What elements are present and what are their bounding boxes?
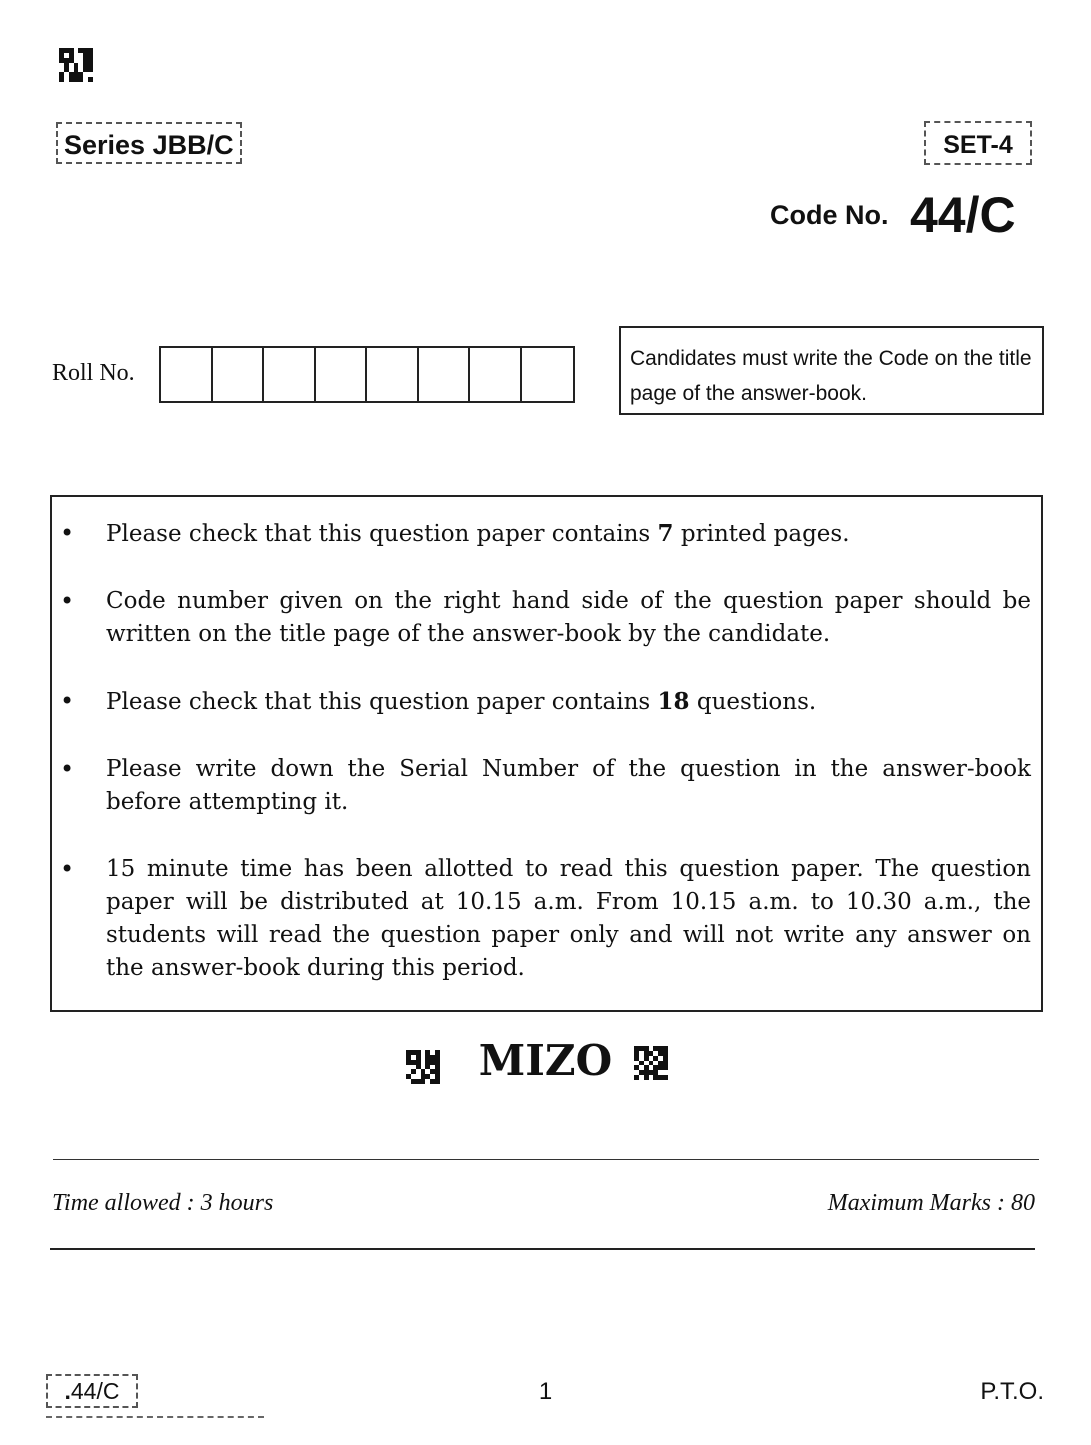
roll-number-box[interactable] — [316, 348, 368, 401]
divider — [46, 1416, 264, 1418]
bullet-icon: • — [60, 687, 75, 715]
divider — [53, 1159, 1039, 1160]
bullet-icon: • — [60, 755, 75, 783]
code-value: 44/C — [910, 187, 1016, 243]
roll-number-box[interactable] — [419, 348, 471, 401]
footer-code-text: 44/C — [70, 1378, 120, 1404]
instruction-item — [52, 517, 1031, 551]
instruction-text: printed pages. — [673, 521, 850, 547]
roll-number-box[interactable] — [367, 348, 419, 401]
maximum-marks: Maximum Marks : 80 — [827, 1190, 1035, 1216]
instruction-text: Please check that this question paper contains — [106, 521, 658, 547]
subject-title: MIZO — [478, 1036, 613, 1085]
bullet-icon: • — [60, 519, 75, 547]
instruction-emphasis: 18 — [657, 688, 690, 715]
instruction-text: questions. — [689, 689, 817, 715]
qr-code-icon — [59, 48, 93, 82]
series-label: Series JBB/C — [56, 122, 242, 164]
code-notice: Candidates must write the Code on the title page of the answer-book. — [619, 326, 1044, 415]
roll-number-boxes — [159, 346, 575, 403]
instruction-text: Code number given on the right hand side of the question paper should be written on the title page of the answer-book by the candidate. — [106, 588, 1031, 647]
bullet-icon: • — [60, 587, 75, 615]
instructions-box — [50, 495, 1043, 1012]
roll-number-box[interactable] — [264, 348, 316, 401]
page-number: 1 — [538, 1378, 553, 1405]
instructions-list — [52, 517, 1031, 985]
roll-number-box[interactable] — [161, 348, 213, 401]
set-label: SET-4 — [924, 121, 1032, 165]
instruction-text: Please check that this question paper contains — [106, 689, 658, 715]
roll-number-box[interactable] — [470, 348, 522, 401]
roll-number-box[interactable] — [213, 348, 265, 401]
instruction-item — [52, 853, 1031, 985]
instruction-text: Please write down the Serial Number of the question in the answer-book before attempting it. — [106, 756, 1031, 815]
pto-label: P.T.O. — [980, 1378, 1044, 1405]
instruction-item — [52, 685, 1031, 719]
bullet-icon: • — [60, 855, 75, 883]
instruction-emphasis: 7 — [657, 520, 674, 547]
instruction-item — [52, 753, 1031, 819]
instruction-item — [52, 585, 1031, 651]
code-label: Code No. — [770, 200, 889, 230]
instruction-text: 15 minute time has been allotted to read this question paper. The question paper will be distributed at 10.15 a.m. From 10.15 a.m. to 10.30 a.m., the students will read the question paper only and will not write any answer on the answer-book during this period. — [106, 856, 1031, 981]
roll-number-box[interactable] — [522, 348, 574, 401]
divider — [50, 1248, 1035, 1250]
footer-code-dot: . — [64, 1378, 71, 1404]
time-allowed: Time allowed : 3 hours — [52, 1190, 274, 1216]
roll-number-label: Roll No. — [52, 360, 135, 386]
